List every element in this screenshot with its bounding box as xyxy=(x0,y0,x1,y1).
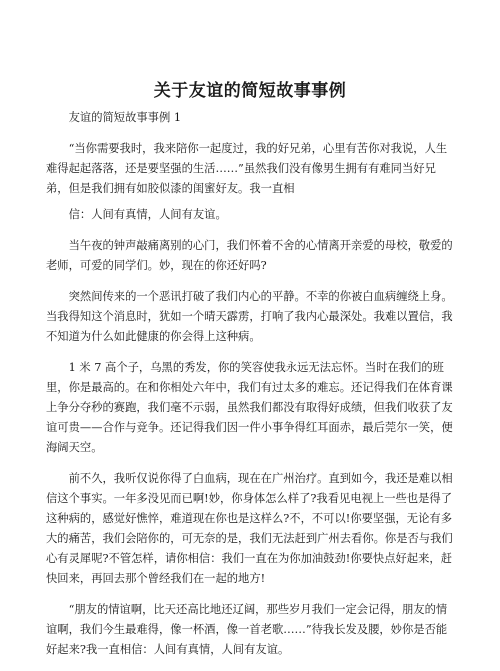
paragraph: 前不久，我听仅说你得了白血病，现在在广州治疗。直到如今，我还是难以相信这个事实。一年多没见而已啊!妙，你身体怎么样了?我看见电视上一些也是得了这种病的，感觉好憔悴，难道现在你也是这样么?不，不可以!你要坚强，无论有多大的痛苦，我们会陪你的，可无奈的是，我们无法赶到广州去看你。你是否与我们心有灵犀呢?不管怎样，请你相信：我们一直在为你加油鼓劲!你要快点好起来，赶快回来，再回去那个曾经我们在一起的地方! xyxy=(46,472,453,585)
paragraph: 1 米 7 高个子，乌黑的秀发，你的笑容使我永远无法忘怀。当时在我们的班里，你是最高的。在和你相处六年中，我们有过太多的难忘。还记得我们在体育课上争分夺秒的赛跑，我们毫不示弱，虽然我们都没有取得好成绩，但我们收获了友谊可贵——合作与竞争。还记得我们因一件小事争得红耳面赤，最后莞尔一笑，便海阔天空。 xyxy=(46,361,453,454)
paragraph: “当你需要我时，我来陪你一起度过，我的好兄弟，心里有苦你对我说，人生难得起起落落，还是要坚强的生活……”虽然我们没有像男生拥有有难同当好兄弟，但是我们拥有如胶似漆的闺蜜好友。我一直相 xyxy=(46,142,448,195)
paragraph: “朋友的情谊啊，比天还高比地还辽阔，那些岁月我们一定会记得，朋友的情谊啊，我们今生最难得，像一杯酒，像一首老歌……”待我长发及腰，妙你是否能好起来?我一直相信：人间有真情，人间有友谊。 xyxy=(46,603,448,656)
document-body xyxy=(46,108,454,671)
document-title: 关于友谊的简短故事事例 xyxy=(153,81,347,101)
paragraph: 当午夜的钟声敲痛离别的心门，我们怀着不舍的心情离开亲爱的母校，敬爱的老师，可爱的同学们。妙，现在的你还好吗? xyxy=(46,239,453,272)
paragraph: 信：人间有真情，人间有友谊。 xyxy=(68,208,227,221)
section-subtitle: 友谊的简短故事事例 1 xyxy=(68,111,182,124)
paragraph: 突然间传来的一个恶讯打破了我们内心的平静。不幸的你被白血病缠绕上身。当我得知这个消息时，犹如一个晴天霹雳，打响了我内心最深处。我难以置信，我不知道为什么如此健康的你会得上这种病。 xyxy=(46,290,453,343)
